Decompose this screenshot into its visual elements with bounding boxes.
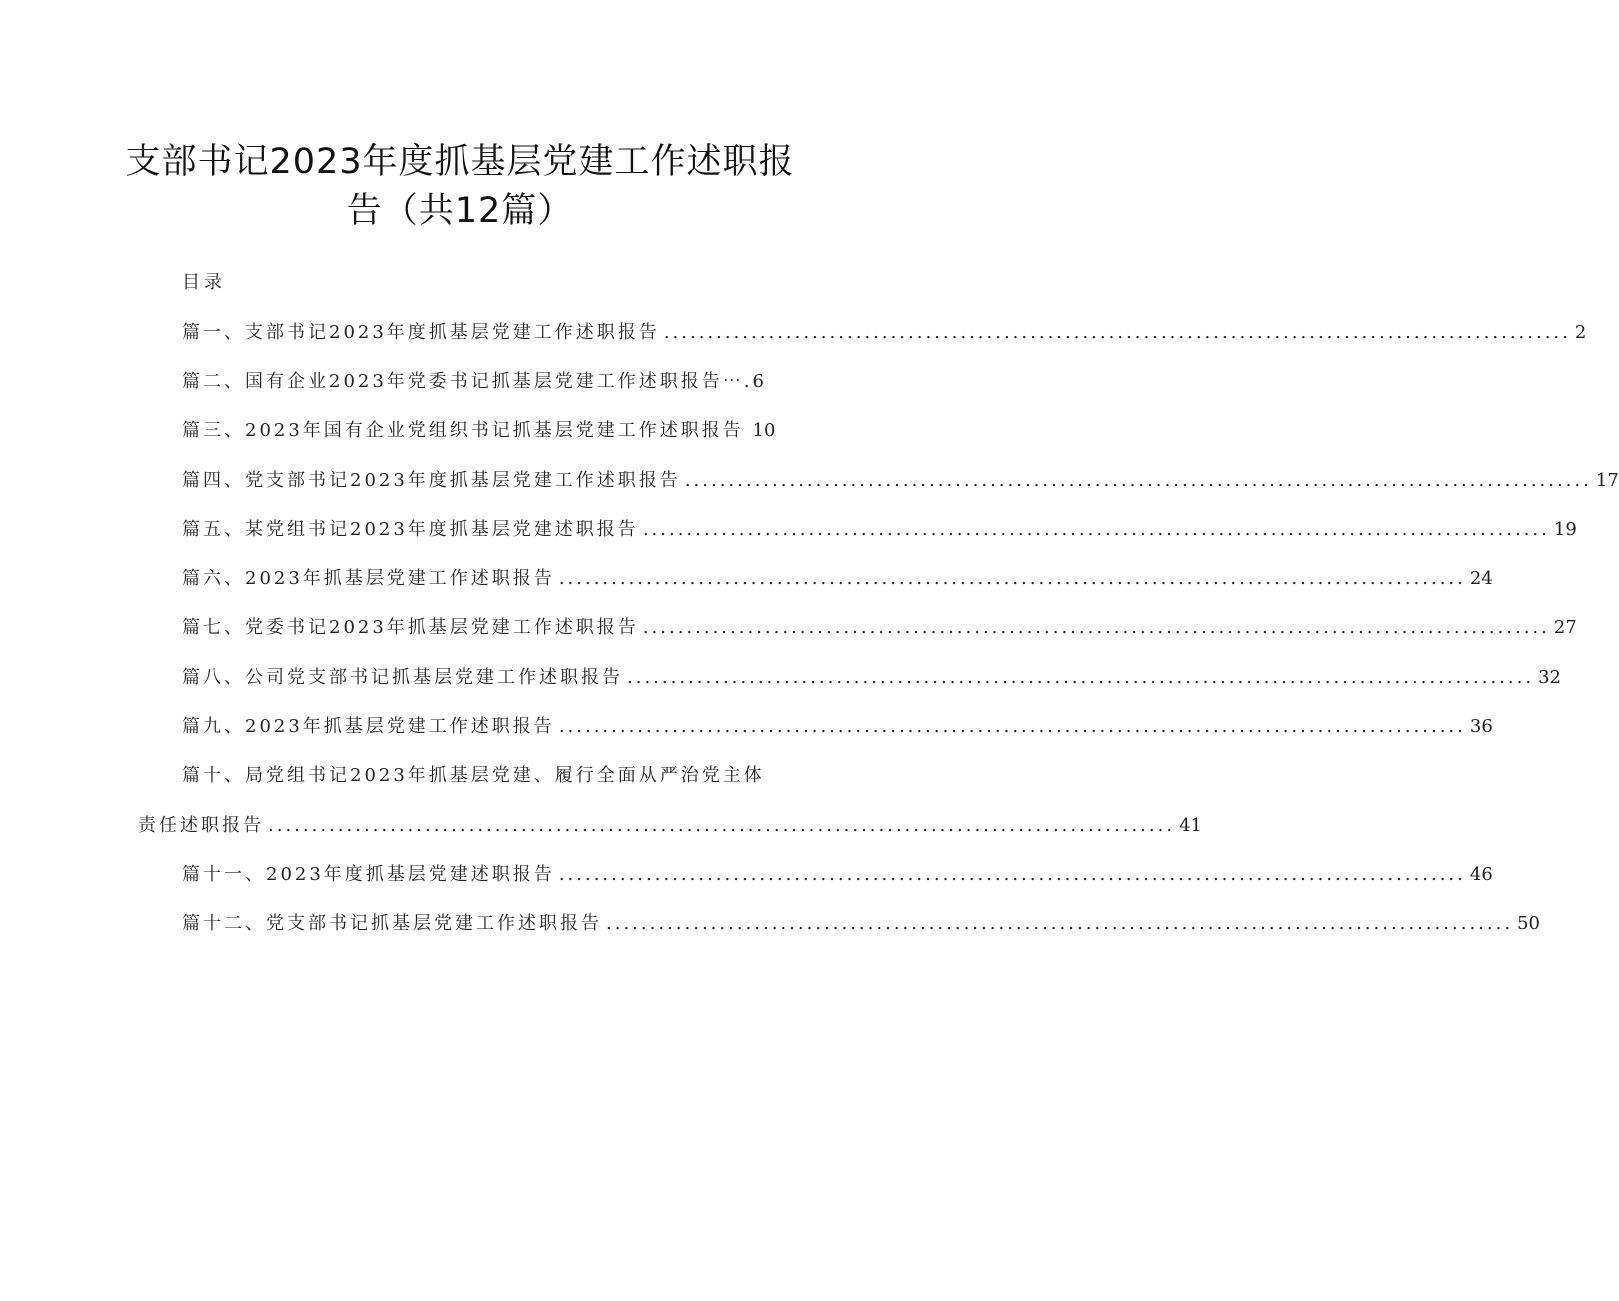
toc-entry-title: 篇四、党支部书记2023年度抓基层党建工作述职报告	[182, 470, 681, 491]
dot-leader: ........................................................................................................	[684, 470, 1592, 491]
toc-entry-2[interactable]	[182, 369, 764, 395]
toc-entry-6[interactable]	[182, 566, 1493, 592]
dot-leader: ........................................................................................................	[627, 667, 1535, 688]
toc-entry-page: 17	[1595, 470, 1619, 491]
toc-entry-9[interactable]	[182, 714, 1493, 740]
toc-entry-page: 41	[1179, 815, 1202, 836]
toc-entry-1[interactable]	[182, 320, 1587, 346]
toc-entry-title: 篇一、支部书记2023年度抓基层党建工作述职报告	[182, 322, 660, 343]
dot-leader: ........................................................................................................	[642, 617, 1550, 638]
toc-entry-7[interactable]	[182, 615, 1577, 641]
dot-leader: ........................................................................................................	[558, 716, 1466, 737]
toc-entry-page: 19	[1553, 519, 1577, 540]
toc-entry-title-continued: 责任述职报告	[138, 815, 264, 836]
toc-entry-page: 36	[1469, 716, 1493, 737]
dot-leader: ........................................................................................................	[558, 568, 1466, 589]
dot-leader: ........................................................................................................	[268, 815, 1176, 836]
toc-entry-3[interactable]	[182, 418, 775, 444]
toc-entry-title: 篇三、2023年国有企业党组织书记抓基层党建工作述职报告	[182, 420, 744, 441]
toc-entry-page: 10	[752, 420, 776, 441]
dot-leader: ........................................................................................................	[606, 913, 1514, 934]
toc-entry-title: 篇八、公司党支部书记抓基层党建工作述职报告	[182, 667, 623, 688]
toc-entry-11[interactable]	[182, 862, 1493, 888]
toc-entry-page: 46	[1469, 864, 1493, 885]
toc-entry-title: 篇二、国有企业2023年党委书记抓基层党建工作述职报告⋯.	[182, 371, 753, 392]
dot-leader: ........................................................................................................	[558, 864, 1466, 885]
toc-entry-page: 6	[752, 371, 764, 392]
toc-entry-title: 篇五、某党组书记2023年度抓基层党建述职报告	[182, 519, 639, 540]
toc-heading: 目录	[182, 272, 226, 293]
toc-entry-title: 篇七、党委书记2023年抓基层党建工作述职报告	[182, 617, 639, 638]
toc-entry-4[interactable]	[182, 468, 1619, 494]
toc-entry-page: 50	[1517, 913, 1540, 934]
toc-entry-12[interactable]	[182, 911, 1540, 937]
dot-leader: ........................................................................................................	[663, 322, 1571, 343]
toc-entry-title: 篇十二、党支部书记抓基层党建工作述职报告	[182, 913, 602, 934]
toc-entry-10-continued[interactable]	[138, 813, 1202, 839]
toc-entry-5[interactable]	[182, 517, 1577, 543]
toc-entry-8[interactable]	[182, 665, 1561, 691]
document-title-line-1: 支部书记2023年度抓基层党建工作述职报	[125, 142, 795, 182]
toc-entry-title: 篇十、局党组书记2023年抓基层党建、履行全面从严治党主体	[182, 765, 765, 786]
toc-entry-title: 篇六、2023年抓基层党建工作述职报告	[182, 568, 555, 589]
toc-entry-page: 2	[1574, 322, 1587, 343]
dot-leader: ........................................................................................................	[642, 519, 1550, 540]
toc-entry-title: 篇十一、2023年度抓基层党建述职报告	[182, 864, 555, 885]
toc-entry-title: 篇九、2023年抓基层党建工作述职报告	[182, 716, 555, 737]
toc-entry-page: 32	[1538, 667, 1561, 688]
toc-entry-10[interactable]	[182, 763, 765, 789]
toc-entry-page: 24	[1469, 568, 1493, 589]
document-title-line-2: 告（共12篇）	[346, 191, 574, 231]
toc-entry-page: 27	[1553, 617, 1577, 638]
